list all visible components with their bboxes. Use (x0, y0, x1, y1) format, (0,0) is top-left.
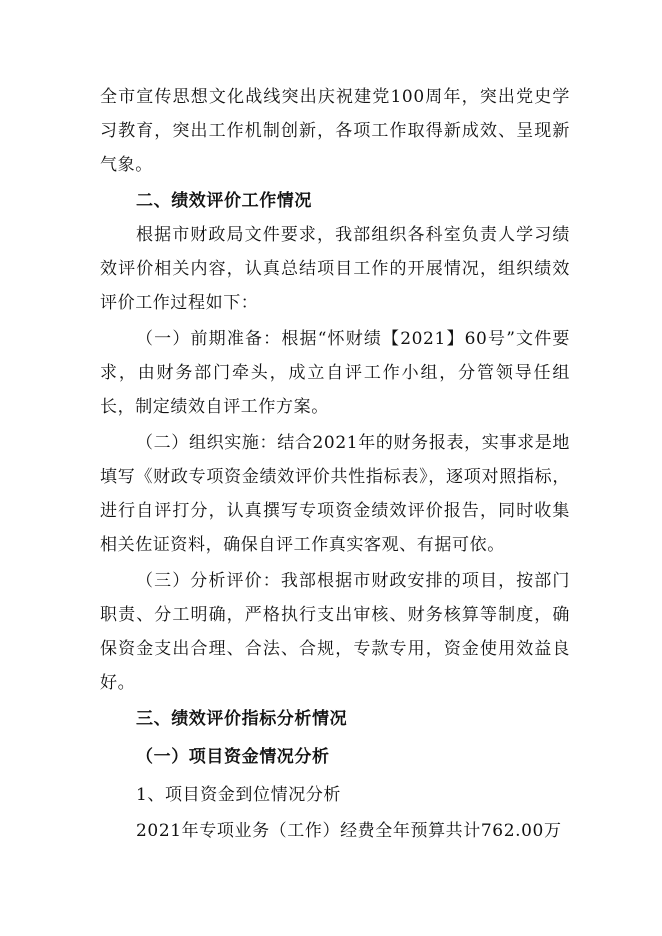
paragraph-budget-total: 2021年专项业务（工作）经费全年预算共计762.00万 (136, 821, 562, 841)
paragraph-intro-continuation: 全市宣传思想文化战线突出庆祝建党100周年，突出党史学习教育，突出工作机制创新，各项工作取得新成效、呈现新气象。 (100, 87, 570, 175)
item-fund-arrival-analysis: 1、项目资金到位情况分析 (136, 785, 342, 805)
paragraph-implementation: （二）组织实施：结合2021年的财务报表，实事求是地填写《财政专项资金绩效评价共性指标表》，逐项对照指标，进行自评打分，认真撰写专项资金绩效评价报告，同时收集相关佐证资料，确保自评工作真实客观、有据可依。 (100, 433, 570, 555)
section-heading-3: 三、绩效评价指标分析情况 (136, 709, 348, 729)
paragraph-preparation: （一）前期准备：根据“怀财绩【2021】60号”文件要求，由财务部门牵头，成立自评工作小组，分管领导任组长，制定绩效自评工作方案。 (100, 329, 570, 417)
section-heading-2: 二、绩效评价工作情况 (136, 191, 312, 211)
subsection-heading-fund-analysis: （一）项目资金情况分析 (136, 747, 330, 767)
paragraph-analysis: （三）分析评价：我部根据市财政安排的项目，按部门职责、分工明确，严格执行支出审核、财务核算等制度，确保资金支出合理、合法、合规，专款专用，资金使用效益良好。 (100, 571, 570, 693)
paragraph-evaluation-intro: 根据市财政局文件要求，我部组织各科室负责人学习绩效评价相关内容，认真总结项目工作的开展情况，组织绩效评价工作过程如下： (100, 225, 570, 313)
